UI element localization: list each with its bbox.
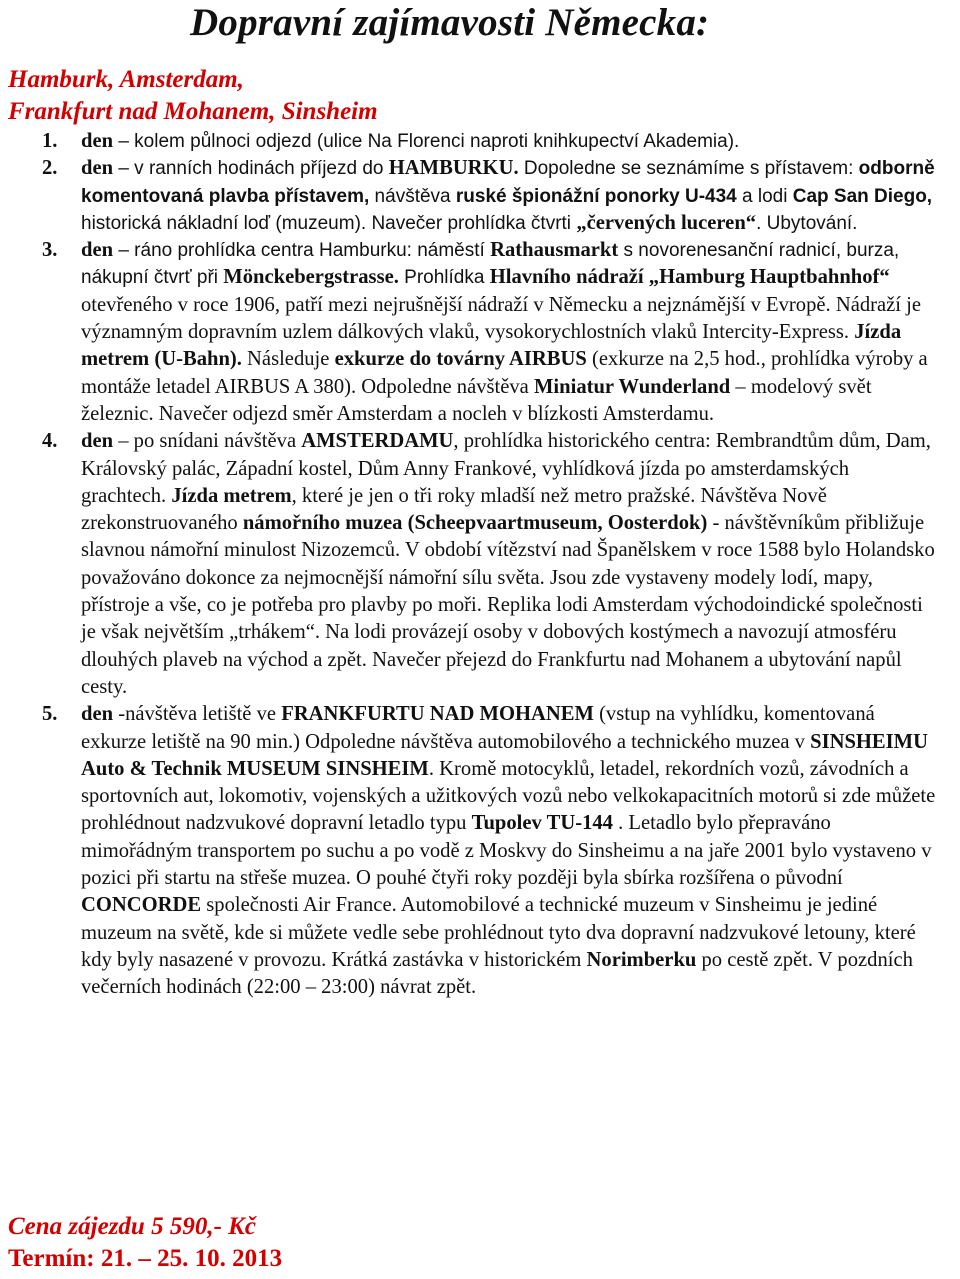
highlighted-text: „červených luceren“ (576, 211, 757, 234)
itinerary-day-5 (0, 701, 960, 1001)
text-segment: otevřeného v roce 1906, patří mezi nejrušnější nádraží v Německu a nejznámější v Evropě. Nádraží je významným dopravním uzlem dálkových vlaků, vysokorychlostních vlaků Intercity-Express. (81, 293, 921, 344)
itinerary-list (0, 128, 960, 1002)
day-description (81, 128, 936, 155)
text-segment: - návštěvníkům přibližuje slavnou námořní minulost Nizozemců. V období vítězství nad Španělskem v roce 1588 bylo Holandsko považováno dokonce za nejmocnější námořní sílu světa. Jsou zde vystaveny modely lodí, mapy, přístroje a vše, co je potřeba pro plavby po moři. Replika lodi Amsterdam východoindické společnosti je však největším „trhákem“. Na lodi provázejí osoby v dobových kostýmech a navozují atmosféru dlouhých plaveb na východ a zpět. Navečer přejezd do Frankfurtu nad Mohanem a ubytování napůl cesty. (81, 512, 935, 698)
text-segment: Prohlídka (398, 267, 490, 289)
highlighted-text: Miniatur Wunderland (533, 375, 731, 398)
destinations-subtitle (8, 64, 378, 128)
highlighted-text: exkurze do továrny AIRBUS (334, 348, 587, 371)
text-segment: návštěva (369, 185, 456, 207)
text-segment: a lodi (736, 185, 793, 207)
text-segment: -návštěva letiště ve (113, 703, 282, 726)
text-segment: , prohlídka historického centra: Rembrandtům dům, Dam, Královský palác, Západní kostel, Dům Anny Frankové, vyhlídková jízda po amsterdamských grachtech. (81, 430, 931, 507)
text-segment: (vstup na vyhlídku, komentovaná exkurze letiště na 90 min.) Odpoledne návštěva automobilového a technického muzea v (81, 703, 875, 753)
text-segment: s novorenesanční radnicí, burza, nákupní čtvrť při (81, 240, 900, 289)
text-segment: – ráno prohlídka centra Hamburku: náměstí (113, 240, 491, 262)
text-segment: Následuje (241, 348, 335, 371)
text-segment: Dopoledne se seznámíme s přístavem: (518, 158, 859, 180)
itinerary-day-3 (0, 237, 960, 428)
day-number: 4. (42, 430, 58, 453)
highlighted-text: Norimberku (586, 948, 697, 971)
text-segment: – kolem půlnoci odjezd (ulice Na Florenci naproti knihkupectví Akademia). (113, 131, 740, 152)
highlighted-text: Hlavního nádraží „Hamburg Hauptbahnhof“ (489, 266, 890, 289)
day-description (81, 701, 936, 1001)
day-description (81, 237, 936, 428)
highlighted-text: den (81, 703, 114, 726)
tour-dates: Termín: 21. – 25. 10. 2013 (8, 1245, 283, 1272)
itinerary-day-2 (0, 155, 960, 237)
text-segment: , které je jen o tři roky mladší než metro pražské. Návštěva Nově zrekonstruovaného (81, 484, 827, 535)
day-number: 5. (42, 703, 58, 726)
text-segment: – po snídani návštěva (113, 430, 302, 453)
text-segment: . Kromě motocyklů, letadel, rekordních vozů, závodních a sportovních aut, lokomotiv, vojenských a užitkových vozů nebo velkokapacitních motorů si zde můžete prohlédnout nadzvukové dopravní letadlo typu (81, 757, 936, 835)
highlighted-text: Tupolev TU-144 (471, 812, 613, 835)
highlighted-text: den (81, 430, 114, 453)
text-segment: po cestě zpět. V pozdních večerních hodinách (22:00 – 23:00) návrat zpět. (81, 948, 913, 999)
highlighted-text: Cap San Diego, (792, 185, 933, 207)
text-segment: . Ubytování. (756, 212, 858, 234)
highlighted-text: odborně komentovaná plavba přístavem, (81, 158, 935, 207)
highlighted-text: námořního muzea (Scheepvaartmuseum, Oosterdok) (242, 512, 708, 535)
day-number: 1. (42, 130, 58, 152)
highlighted-text: Jízda metrem (U-Bahn). (81, 321, 902, 371)
highlighted-text: den (81, 239, 114, 262)
tour-price: Cena zájezdu 5 590,- Kč (8, 1213, 256, 1240)
highlighted-text: AMSTERDAMU (301, 430, 454, 453)
highlighted-text: FRANKFURTU NAD MOHANEM (281, 703, 594, 726)
subtitle-line-2: Frankfurt nad Mohanem, Sinsheim (8, 98, 378, 125)
text-segment: (exkurze na 2,5 hod., prohlídka výroby a montáže letadel AIRBUS A 380). Odpoledne návštěva (81, 348, 928, 398)
day-number: 3. (42, 239, 58, 262)
text-segment: historická nákladní loď (muzeum). Navečer prohlídka čtvrti (81, 212, 577, 234)
subtitle-line-1: Hamburk, Amsterdam, (8, 66, 244, 93)
highlighted-text: ruské špionážní ponorky U-434 (455, 185, 737, 207)
page-title: Dopravní zajímavosti Německa: (190, 1, 710, 44)
text-segment: – v ranních hodinách příjezd do (113, 158, 389, 180)
highlighted-text: den (81, 157, 114, 180)
text-segment: společnosti Air France. Automobilové a technické muzeum v Sinsheimu je jediné muzeum na světě, kde si můžete vedle sebe prohlédnout tyto dva dopravní nadzvukové letouny, které kdy byly nasazené v provozu. Krátká zastávka v historickém (81, 894, 916, 971)
highlighted-text: Rathausmarkt (490, 239, 619, 262)
itinerary-day-1 (0, 128, 960, 155)
highlighted-text: CONCORDE (81, 894, 202, 917)
text-segment: . Letadlo bylo přepraváno mimořádným transportem po suchu a po vodě z Moskvy do Sinsheimu a na jaře 2001 bylo vystaveno v pozici při startu na střeše muzea. O pouhé čtyři roky později byla sbírka rozšířena o původní (81, 812, 932, 890)
highlighted-text: Mönckebergstrasse. (223, 266, 399, 289)
day-description (81, 428, 936, 701)
highlighted-text: HAMBURKU. (388, 157, 519, 180)
day-description (81, 155, 936, 237)
itinerary-day-4 (0, 428, 960, 701)
day-number: 2. (42, 157, 58, 180)
highlighted-text: Jízda metrem (171, 484, 292, 507)
text-segment: – modelový svět železnic. Navečer odjezd směr Amsterdam a nocleh v blízkosti Amsterdamu. (81, 375, 872, 425)
highlighted-text: SINSHEIMU Auto & Technik MUSEUM SINSHEIM (81, 730, 928, 780)
highlighted-text: den (81, 130, 114, 152)
